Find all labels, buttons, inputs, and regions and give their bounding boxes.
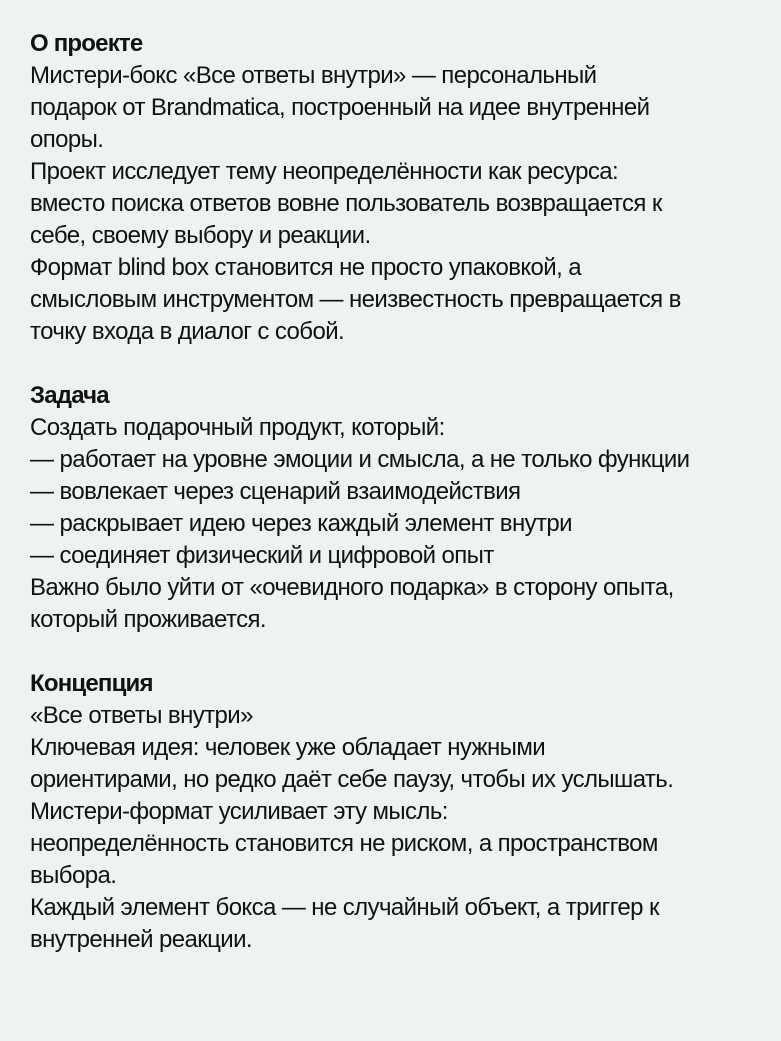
section-heading: О проекте	[30, 30, 143, 57]
text-line: неопределённость становится не риском, а пространством	[30, 830, 658, 857]
list-item: — раскрывает идею через каждый элемент внутри	[30, 510, 572, 537]
text-line: Проект исследует тему неопределённости как ресурса:	[30, 158, 619, 185]
text-line: который проживается.	[30, 606, 266, 633]
text-line: Ключевая идея: человек уже обладает нужными	[30, 734, 546, 761]
text-line: внутренней реакции.	[30, 926, 252, 953]
document-body	[30, 28, 689, 988]
section-about	[30, 28, 689, 348]
text-line: Каждый элемент бокса — не случайный объект, а триггер к	[30, 894, 659, 921]
text-line: себе, своему выбору и реакции.	[30, 222, 371, 249]
text-line: Мистери-формат усиливает эту мысль:	[30, 798, 448, 825]
text-line: смысловым инструментом — неизвестность превращается в	[30, 286, 681, 313]
text-line: Создать подарочный продукт, который:	[30, 414, 445, 441]
section-heading: Концепция	[30, 670, 153, 697]
list-item: — соединяет физический и цифровой опыт	[30, 542, 494, 569]
text-line: подарок от Brandmatica, построенный на идее внутренней	[30, 94, 650, 121]
text-line: опоры.	[30, 126, 104, 153]
section-concept	[30, 668, 689, 956]
list-item: — работает на уровне эмоции и смысла, а не только функции	[30, 446, 690, 473]
text-line: Важно было уйти от «очевидного подарка» в сторону опыта,	[30, 574, 674, 601]
text-line: выбора.	[30, 862, 117, 889]
text-line: ориентирами, но редко даёт себе паузу, чтобы их услышать.	[30, 766, 674, 793]
list-item: — вовлекает через сценарий взаимодействия	[30, 478, 521, 505]
text-line: вместо поиска ответов вовне пользователь возвращается к	[30, 190, 662, 217]
text-line: точку входа в диалог с собой.	[30, 318, 345, 345]
section-heading: Задача	[30, 382, 109, 409]
text-line: Формат blind box становится не просто упаковкой, а	[30, 254, 581, 281]
text-line: Мистери-бокс «Все ответы внутри» — персональный	[30, 62, 597, 89]
text-line: «Все ответы внутри»	[30, 702, 253, 729]
section-task	[30, 380, 689, 636]
